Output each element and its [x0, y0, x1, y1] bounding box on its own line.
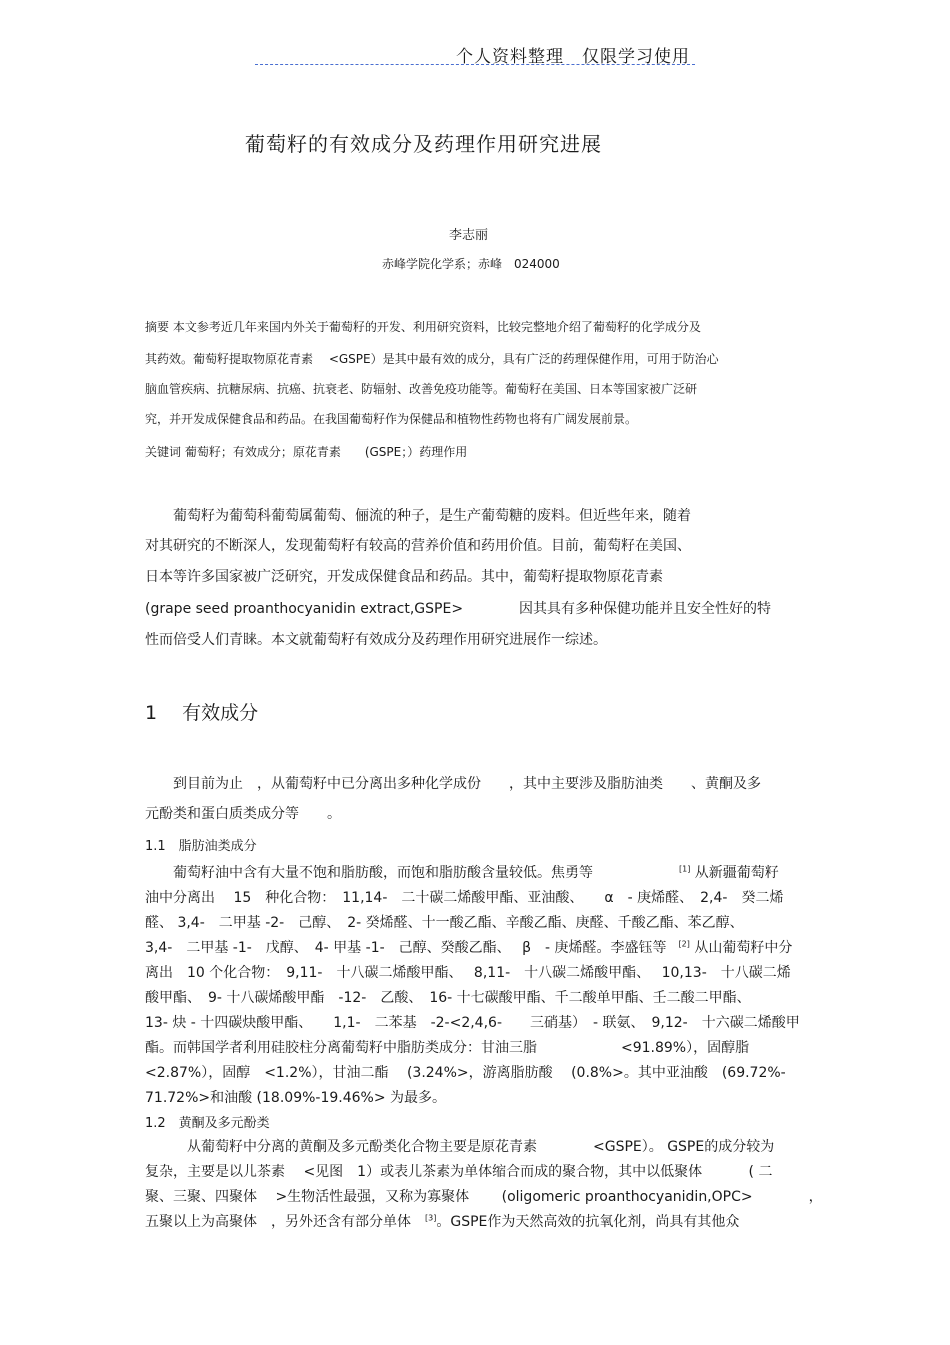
paragraph-line: 从葡萄籽中分离的黄酮及多元酚类化合物主要是原花青素 <GSPE）。 GSPE的成分较为	[145, 1139, 775, 1155]
section-intro-line: 到目前为止 ，从葡萄籽中已分离出多种化学成份 ，其中主要涉及脂肪油类 、黄酮及多	[145, 776, 761, 792]
abstract-line: 其药效。葡萄籽提取物原花青素 <GSPE）是其中最有效的成分，具有广泛的药理保健作用，可用于防治心	[145, 352, 719, 366]
keywords-line: 关键词 葡萄籽；有效成分；原花青素 (GSPE；）药理作用	[145, 445, 468, 459]
line-text: 。GSPE作为天然高效的抗氧化剂，尚具有其他众	[436, 1214, 740, 1230]
section-heading: 1 有效成分	[145, 702, 259, 724]
paragraph-line	[145, 937, 792, 957]
paragraph-line: 71.72%>和油酸 (18.09%-19.46%> 为最多。	[145, 1090, 447, 1106]
paragraph-line: 13- 炔 - 十四碳炔酸甲酯、 1,1- 二苯基 -2-<2,4,6- 三硝基） - 联氨、 9,12- 十六碳二烯酸甲	[145, 1015, 800, 1031]
header-divider	[255, 64, 695, 65]
line-text: 3,4- 二甲基 -1- 戊醇、 4- 甲基 -1- 己醇、癸酸乙酯、 β - 庚烯醛。李盛钰等	[145, 940, 667, 956]
paragraph-line	[145, 862, 779, 882]
citation-ref: [1]	[679, 864, 691, 874]
paragraph-line: <2.87%），固醇 <1.2%），甘油二酯 (3.24%>，游离脂肪酸 (0.8%>。其中亚油酸 (69.72%-	[145, 1065, 786, 1081]
abstract-line: 究，并开发成保健食品和药品。在我国葡萄籽作为保健品和植物性药物也将有广阔发展前景。	[145, 412, 638, 426]
line-text: 从新疆葡萄籽	[694, 865, 779, 881]
abstract-line: 摘要 本文参考近几年来国内外关于葡萄籽的开发、利用研究资料，比较完整地介绍了葡萄籽的化学成分及	[145, 320, 701, 334]
intro-line: 对其研究的不断深人，发现葡萄籽有较高的营养价值和药用价值。目前，葡萄籽在美国、	[145, 538, 691, 554]
subsection-heading: 1.2 黄酮及多元酚类	[145, 1116, 270, 1131]
paragraph-line: 聚、三聚、四聚体 >生物活性最强，又称为寡聚体 (oligomeric proanthocyanidin,OPC> ，	[145, 1189, 823, 1205]
intro-line: 日本等许多国家被广泛研究，开发成保健食品和药品。其中，葡萄籽提取物原花青素	[145, 569, 663, 585]
paragraph-line	[145, 1211, 739, 1231]
subsection-heading: 1.1 脂肪油类成分	[145, 839, 257, 854]
intro-line: 葡萄籽为葡萄科葡萄属葡萄、俪流的种子，是生产葡萄糖的废料。但近些年来，随着	[145, 508, 691, 524]
paragraph-line: 离出 10 个化合物： 9,11- 十八碳二烯酸甲酯、 8,11- 十八碳二烯酸甲酯、 10,13- 十八碳二烯	[145, 965, 791, 981]
paragraph-line: 醛、 3,4- 二甲基 -2- 己醇、 2- 癸烯醛、十一酸乙酯、辛酸乙酯、庚醛、千酸乙酯、苯乙醇、	[145, 915, 744, 931]
author-affiliation: 赤峰学院化学系；赤峰 024000	[382, 257, 560, 271]
paragraph-line: 复杂，主要是以儿茶素 <见图 1）或表儿茶素为单体缩合而成的聚合物，其中以低聚体 ( 二	[145, 1164, 773, 1180]
intro-line: 性而倍受人们青睐。本文就葡萄籽有效成分及药理作用研究进展作一综述。	[145, 632, 607, 648]
page-header: 个人资料整理 仅限学习使用	[456, 47, 690, 67]
line-text: 从山葡萄籽中分	[694, 940, 793, 956]
intro-line: (grape seed proanthocyanidin extract,GSPE> 因其具有多种保健功能并且安全性好的特	[145, 601, 772, 617]
citation-ref: [2]	[678, 939, 690, 949]
citation-ref: [3]	[425, 1213, 437, 1223]
paragraph-line: 酸甲酯、 9- 十八碳烯酸甲酯 -12- 乙酸、 16- 十七碳酸甲酯、千二酸单甲酯、壬二酸二甲酯、	[145, 990, 751, 1006]
section-intro-line: 元酚类和蛋白质类成分等 。	[145, 806, 341, 822]
line-text: 五聚以上为高聚体 ，另外还含有部分单体	[145, 1214, 411, 1230]
abstract-line: 脑血管疾病、抗糖尿病、抗癌、抗衰老、防辐射、改善免疫功能等。葡萄籽在美国、日本等国家被广泛研	[145, 382, 698, 396]
paragraph-line: 酯。而韩国学者利用硅胶柱分离葡萄籽中脂肪类成分：甘油三脂 <91.89%），固醇脂	[145, 1040, 750, 1056]
author-name: 李志丽	[449, 228, 489, 243]
line-text: 葡萄籽油中含有大量不饱和脂肪酸，而饱和脂肪酸含量较低。焦勇等	[145, 865, 593, 881]
article-title: 葡萄籽的有效成分及药理作用研究进展	[245, 132, 602, 156]
paragraph-line: 油中分离出 15 种化合物： 11,14- 二十碳二烯酸甲酯、亚油酸、 α - 庚烯醛、 2,4- 癸二烯	[145, 890, 784, 906]
